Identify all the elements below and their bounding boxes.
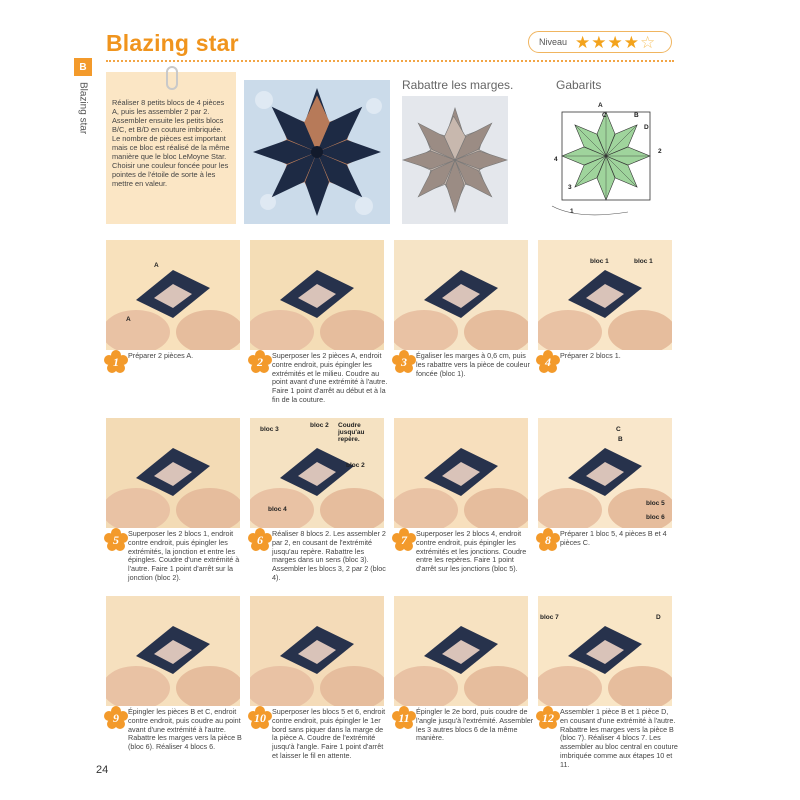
title-divider (106, 60, 674, 62)
step-photo (394, 596, 528, 706)
intro-text: Réaliser 8 petits blocs de 4 pièces A, puis les assembler 2 par 2. Assembler ensuite les petits blocs B/C, et B/D en couture imbriquée. Le nombre de pièces est important mais ce bloc est réalisé de la même manière que le bloc LeMoyne Star. Choisir une couleur foncée pour les pointes de l'étoile de sorte à les mettre en valeur. (112, 98, 230, 189)
step-illustration (250, 596, 384, 706)
step-illustration (394, 596, 528, 706)
templates-diagram (548, 98, 674, 224)
back-side-photo (402, 96, 508, 224)
page-number: 24 (96, 764, 109, 776)
step-number-badge (248, 350, 272, 374)
step-illustration (394, 240, 528, 350)
step-instruction: Égaliser les marges à 0,6 cm, puis les rabattre vers la pièce de couleur foncée (bloc 1). (416, 351, 530, 378)
photo-label: bloc 1 (634, 258, 653, 265)
step-number-badge (248, 528, 272, 552)
photo-label: bloc 3 (260, 426, 279, 433)
step-number-badge (392, 350, 416, 374)
template-label-4: 4 (554, 156, 558, 163)
step-instruction: Superposer les blocs 5 et 6, endroit contre endroit, puis épingler le 1er bord sans piquer dans la marge de la pièce A. Coudre de l'extrémité jusqu'à l'angle. Faire 1 point d'arrêt et laisser le fil en attente. (272, 707, 386, 760)
step-instruction: Superposer les 2 blocs 4, endroit contre endroit, puis épingler les extrémités et les jonctions. Coudre entre les repères. Faire 1 point d'arrêt sur les jonctions (bloc 5). (416, 529, 527, 574)
template-label-c: C (602, 112, 607, 119)
template-label-d: D (644, 124, 649, 131)
step-illustration (538, 240, 672, 350)
caption-back: Rabattre les marges. (402, 78, 514, 92)
step-photo (394, 418, 528, 528)
photo-label: bloc 2 (346, 462, 365, 469)
finished-block-photo (244, 80, 390, 224)
step-number: 9 (113, 710, 119, 725)
step-number-badge (536, 350, 560, 374)
star-filled-icon: ★ (591, 32, 607, 52)
step-photo (250, 596, 384, 706)
star-empty-icon: ☆ (640, 32, 656, 52)
step-number: 10 (254, 710, 266, 725)
paperclip-icon (166, 66, 178, 90)
difficulty-level (528, 31, 672, 53)
step-number: 1 (113, 354, 119, 369)
photo-label: bloc 6 (646, 514, 665, 521)
step-number: 2 (257, 354, 263, 369)
step-illustration (394, 418, 528, 528)
step-number-badge (104, 528, 128, 552)
side-label-text: Blazing star (77, 82, 89, 135)
step-number-badge (392, 706, 416, 730)
photo-label: bloc 1 (590, 258, 609, 265)
photo-label: A (154, 262, 159, 269)
template-label-3: 3 (568, 184, 572, 191)
template-label-1: 1 (570, 208, 574, 215)
step-illustration (538, 596, 672, 706)
photo-label: B (618, 436, 623, 443)
star-filled-icon: ★ (575, 32, 591, 52)
step-number: 4 (545, 354, 551, 369)
step-illustration (106, 418, 240, 528)
step-photo (538, 596, 672, 706)
step-instruction: Réaliser 8 blocs 2. Les assembler 2 par 2, en cousant de l'extrémité jusqu'au repère. Rabattre les marges dans un sens (bloc 3). Assembler les blocs 3, 2 par 2 (bloc 4). (272, 529, 386, 582)
step-instruction: Épingler le 2e bord, puis coudre de l'angle jusqu'à l'extrémité. Assembler les 3 autres blocs 6 de la même manière. (416, 707, 534, 743)
step-number-badge (104, 706, 128, 730)
photo-label: C (616, 426, 621, 433)
step-photo (394, 240, 528, 350)
step-photo (106, 596, 240, 706)
star-filled-icon: ★ (607, 32, 623, 52)
step-photo (250, 418, 384, 528)
intro-note (106, 72, 236, 224)
photo-label: bloc 5 (646, 500, 665, 507)
star-filled-icon: ★ (623, 32, 640, 52)
step-number: 6 (257, 532, 263, 547)
step-instruction: Préparer 2 pièces A. (128, 351, 194, 360)
step-photo (538, 240, 672, 350)
step-illustration (538, 418, 672, 528)
rating-stars (575, 34, 655, 51)
step-photo (250, 240, 384, 350)
step-photo (106, 418, 240, 528)
step-illustration (106, 240, 240, 350)
step-number-badge (536, 528, 560, 552)
step-instruction: Assembler 1 pièce B et 1 pièce D, en cousant d'une extrémité à l'autre. Rabattre les marges vers la pièce B (bloc 7). Réaliser 4 blocs 7. Les assembler au bloc central en couture imbriquée comme aux étapes 10 et 11. (560, 707, 678, 769)
step-photo (106, 240, 240, 350)
step-instruction: Préparer 2 blocs 1. (560, 351, 621, 360)
step-illustration (250, 240, 384, 350)
template-label-2: 2 (658, 148, 662, 155)
step-number: 11 (398, 710, 410, 725)
step-number: 12 (542, 710, 554, 725)
step-instruction: Superposer les 2 blocs 1, endroit contre endroit, puis épingler les extrémités, la jonction et entre les épingles. Coudre d'une extrémité à l'autre. Faire 1 point d'arrêt sur la jonction (bloc 2). (128, 529, 240, 582)
photo-label: Coudre jusqu'au repère. (338, 422, 365, 443)
photo-label: bloc 2 (310, 422, 329, 429)
step-number: 8 (545, 532, 551, 547)
step-number: 7 (401, 532, 407, 547)
step-number: 5 (113, 532, 119, 547)
template-label-b: B (634, 112, 639, 119)
step-instruction: Épingler les pièces B et C, endroit contre endroit, puis coudre au point avant d'une extrémité à l'autre. Rabattre les marges vers la pièce B (bloc 6). Réaliser 4 blocs 6. (128, 707, 242, 752)
step-instruction: Préparer 1 bloc 5, 4 pièces B et 4 pièces C. (560, 529, 667, 547)
photo-label: A (126, 316, 131, 323)
step-number-badge (392, 528, 416, 552)
side-label (74, 82, 92, 172)
step-number: 3 (401, 354, 407, 369)
level-label: Niveau (539, 37, 568, 47)
step-instruction: Superposer les 2 pièces A, endroit contre endroit, puis épingler les extrémités et le milieu. Coudre au point avant d'une extrémité à l'autre. Faire 1 point d'arrêt au début et à la fin de la couture. (272, 351, 388, 404)
page-title: Blazing star (106, 30, 239, 56)
step-number-badge (248, 706, 272, 730)
photo-label: D (656, 614, 661, 621)
photo-label: bloc 4 (268, 506, 287, 513)
step-photo (538, 418, 672, 528)
photo-label: bloc 7 (540, 614, 559, 621)
caption-templates: Gabarits (556, 78, 602, 92)
step-illustration (106, 596, 240, 706)
chapter-tab: B (74, 58, 92, 76)
template-label-a: A (598, 102, 603, 109)
step-number-badge (536, 706, 560, 730)
step-number-badge (104, 350, 128, 374)
